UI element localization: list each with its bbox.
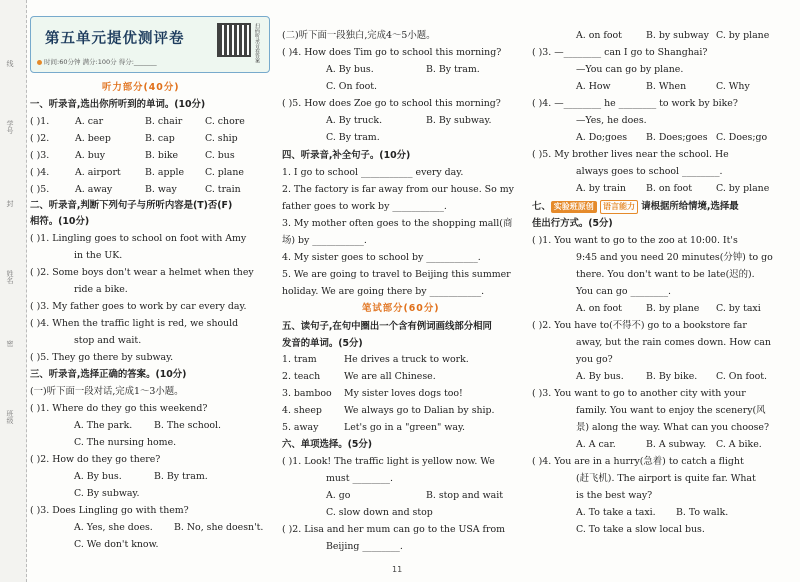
question: ( )2. Some boys don't wear a helmet when they bbox=[30, 267, 254, 278]
question: ( )4. You are in a hurry(急着) to catch a flight bbox=[532, 456, 744, 467]
question: ( )3. My father goes to work by car every day. bbox=[30, 301, 247, 312]
written-part-heading: 笔试部分(60分) bbox=[362, 303, 440, 314]
question: ( )4. How does Tim go to school this morning? bbox=[282, 47, 502, 58]
binding-label: 密 bbox=[6, 340, 14, 347]
question: ( )2. You have to(不得不) go to a bookstore far bbox=[532, 320, 747, 331]
binding-label: 封 bbox=[6, 200, 14, 207]
badge: 实验班原创 bbox=[551, 201, 597, 213]
qr-label: 扫码听录音看答案 bbox=[254, 23, 260, 63]
section-2-title: 二、听录音,判断下列句子与所听内容是(T)否(F) bbox=[30, 200, 233, 211]
question: ( )3. You want to go to another city with your bbox=[532, 388, 746, 399]
section-6-title: 六、单项选择。(5分) bbox=[282, 439, 373, 450]
page-title: 第五单元提优测评卷 bbox=[45, 31, 185, 47]
section-5-title: 五、读句子,在句中圈出一个含有例词画线部分相同 bbox=[282, 321, 492, 332]
page-number: 11 bbox=[392, 565, 403, 574]
question: ( )2. How do they go there? bbox=[30, 454, 161, 465]
question: ( )2. Lisa and her mum can go to the USA from bbox=[282, 524, 506, 535]
section-3-title: 三、听录音,选择正确的答案。(10分) bbox=[30, 369, 187, 380]
question: ( )1. Lingling goes to school on foot with Amy bbox=[30, 233, 247, 244]
question: ( )4. When the traffic light is red, we should bbox=[30, 318, 239, 329]
question: ( )1. You want to go to the zoo at 10:00. It's bbox=[532, 235, 738, 246]
exam-meta: 时间:60分钟 满分:100分 得分:_______ bbox=[37, 57, 157, 66]
question: ( )3. Does Lingling go with them? bbox=[30, 505, 189, 516]
column-right: A. on foot B. by subway C. by plane ( )3. —________ can I go to Shanghai? —You can go by plane. A. How B. When C. Why ( )4. —________ he ________ to work by bike? —Yes, he does. A. Do;goes B. Does;goes C. Does;go ( )5. My brother lives near the school. He always goes to school ________. A. by train B. on foot C. by plane 七、 实验班原创 语言能力 请根据所给情境,选择最 佳出行方式。(5分) ( )1. You want to go to the zoo at 10:00. It's 9:45 and you need 20 minutes(分钟) to go there. You don't want to be late(迟的). You can go ________. A. on foot B. by plane C. by taxi ( )2. You have to(不得不) go to a bookstore far away, but the rain comes down. How can you go? A. By bus. B. By bike. C. On foot. ( )3. You want to go to another city with your family. You want to enjoy the scenery(风 景) along the way. What can you choose? A. A car. B. A subway. C. A bike. ( )4. You are in a hurry(急着) to catch a flight (赶飞机). The airport is quite far. What is the best way? A. To take a taxi. B. To walk. C. To take a slow local bus. bbox=[532, 30, 773, 535]
section-7-title: 七、 实验班原创 语言能力 请根据所给情境,选择最 bbox=[532, 201, 739, 212]
question: ( )5. How does Zoe go to school this morning? bbox=[282, 98, 501, 109]
column-middle: (二)听下面一段独白,完成4～5小题。 ( )4. How does Tim go to school this morning? A. By bus. B. By tram. C. On foot. ( )5. How does Zoe go to school this morning? A. By truck. B. By subway. C. By tram. 四、听录音,补全句子。(10分) 1. I go to school ___________ every day. 2. The factory is far away from our house. So my father goes to work by ___________. 3. My mother often goes to the shopping mall(商 场) by ___________. 4. My sister goes to school by ___________. 5. We are going to travel to Beijing this summer holiday. We are going there by ___________. 笔试部分(60分) 五、读句子,在句中圈出一个含有例词画线部分相同 发音的单词。(5分) 1. tram He drives a truck to work. 2. teach We are all Chinese. 3. bamboo My sister loves dogs too! 4. sheep We always go to Dalian by ship. 5. away Let's go in a "green" way. 六、单项选择。(5分) ( )1. Look! The traffic light is yellow now. We must ________. A. go B. stop and wait C. slow down and stop ( )2. Lisa and her mum can go to the USA from Beijing ________. bbox=[282, 30, 514, 552]
question: ( )1. Where do they go this weekend? bbox=[30, 403, 208, 414]
listening-part-heading: 听力部分(40分) bbox=[102, 82, 180, 93]
binding-margin bbox=[0, 0, 27, 582]
section-4-title: 四、听录音,补全句子。(10分) bbox=[282, 150, 411, 161]
question: ( )3. —________ can I go to Shanghai? bbox=[532, 47, 708, 58]
column-left: 听力部分(40分) 一、听录音,选出你所听到的单词。(10分) ( )1. A. car B. chair C. chore ( )2. A. beep B. cap C. ship ( )3. A. buy B. bike C. bus ( )4. A. airport B. apple C. plane ( )5. A. away B. way C. train 二、听录音,判断下列句子与所听内容是(T)否(F) 相符。(10分) ( )1. Lingling goes to school on foot with Amy in the UK. ( )2. Some boys don't wear a helmet when they ride a bike. ( )3. My father goes to work by car every day. ( )4. When the traffic light is red, we should stop and wait. ( )5. They go there by subway. 三、听录音,选择正确的答案。(10分) (一)听下面一段对话,完成1～3小题。 ( )1. Where do they go this weekend? A. The park. B. The school. C. The nursing home. ( )2. How do they go there? A. By bus. B. By tram. C. By subway. ( )3. Does Lingling go with them? A. Yes, she does. B. No, she doesn't. C. We don't know. bbox=[30, 82, 264, 550]
binding-label: 学号 bbox=[6, 120, 14, 134]
section-1-title: 一、听录音,选出你所听到的单词。(10分) bbox=[30, 99, 206, 110]
question: ( )5. They go there by subway. bbox=[30, 352, 174, 363]
binding-label: 线 bbox=[6, 60, 14, 67]
binding-label: 姓名 bbox=[6, 270, 14, 284]
badge: 语言能力 bbox=[600, 200, 638, 214]
question: ( )5. My brother lives near the school. He bbox=[532, 149, 729, 160]
question: ( )1. Look! The traffic light is yellow now. We bbox=[282, 456, 495, 467]
binding-label: 班级 bbox=[6, 410, 14, 424]
question: ( )4. —________ he ________ to work by bike? bbox=[532, 98, 738, 109]
